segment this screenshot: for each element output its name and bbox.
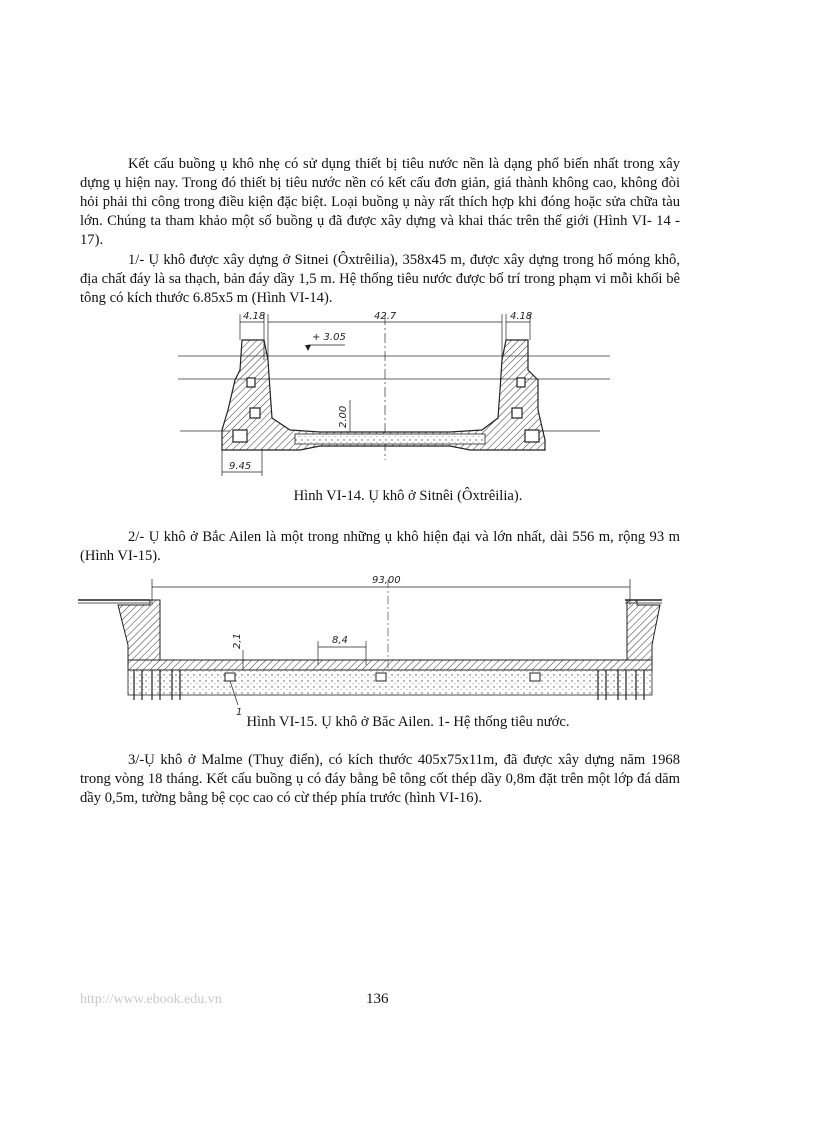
figure-vi-14-drawing bbox=[0, 300, 816, 485]
figure-vi-14-caption: Hình VI-14. Ụ khô ở Sitnêi (Ôxtrêilia). bbox=[293, 488, 523, 504]
gallery-right-2 bbox=[512, 408, 522, 418]
dim-spacing: 8,4 bbox=[332, 635, 348, 646]
dim-floor: 2.00 bbox=[338, 405, 349, 428]
dim-base: 9.45 bbox=[229, 461, 252, 472]
dock-section bbox=[222, 340, 545, 450]
figure-vi-15-drawing bbox=[0, 565, 816, 718]
dim-left-top: 4.18 bbox=[243, 311, 266, 322]
dim-thickness: 2,1 bbox=[232, 633, 243, 649]
floor-slab-15 bbox=[128, 660, 652, 670]
paragraph-bac-ailen: 2/- Ụ khô ở Bắc Ailen là một trong những ụ khô hiện đại và lớn nhất, dài 556 m, rộng 93 m (Hình VI-15). bbox=[80, 529, 680, 564]
paragraph-intro: Kết cấu buồng ụ khô nhẹ có sử dụng thiết bị tiêu nước nền là dạng phổ biến nhất trong xây dựng ụ hiện nay. Trong đó thiết bị tiêu nước nền có kết cấu đơn giản, giá thành không cao, không đòi hỏi phải thi công trong điều kiện đặc biệt. Loại buồng ụ này rất thích hợp khi đóng hoặc sửa chữa tàu lớn. Chúng ta tham khảo một số buồng ụ đã được xây dựng và khai thác trên thế giới (Hình VI- 14 - 17). bbox=[80, 156, 680, 248]
drain-2 bbox=[376, 673, 386, 681]
dim-dock-width: 42.7 bbox=[374, 311, 397, 322]
foundation-layer bbox=[128, 670, 652, 695]
gallery-right-3 bbox=[517, 378, 525, 387]
dim-right-top: 4.18 bbox=[510, 311, 533, 322]
label-drain: 1 bbox=[236, 707, 243, 718]
gallery-left-1 bbox=[233, 430, 247, 442]
paragraph-sitnei: 1/- Ụ khô được xây dựng ở Sitnei (Ôxtrêilia), 358x45 m, được xây dựng trong hố móng khô, địa chất đáy là sa thạch, bản đáy dầy 1,5 m. Hệ thống tiêu nước được bố trí trong phạm vi mỗi khối bê tông có kích thước 6.85x5 m (Hình VI-14). bbox=[80, 252, 680, 306]
drain-1 bbox=[225, 673, 235, 681]
drain-3 bbox=[530, 673, 540, 681]
dim-dock-width-15: 93,00 bbox=[372, 575, 401, 586]
page-number: 136 bbox=[366, 991, 389, 1007]
dim-level: + 3.05 bbox=[312, 332, 346, 343]
figure-vi-15-caption: Hình VI-15. Ụ khô ở Băc Ailen. 1- Hệ thống tiêu nước. bbox=[246, 714, 570, 730]
gallery-left-3 bbox=[247, 378, 255, 387]
paragraph-malme: 3/-Ụ khô ở Malme (Thuỵ điển), có kích thước 405x75x11m, đã được xây dựng năm 1968 trong vòng 18 tháng. Kết cấu buồng ụ có đáy bằng bê tông cốt thép dầy 0,8m đặt trên một lớp đá dăm dầy 0,5m, tường bằng bệ cọc cao có cừ thép phía trước (hình VI-16). bbox=[80, 752, 680, 806]
footer-url[interactable]: http://www.ebook.edu.vn bbox=[80, 992, 222, 1007]
gallery-right-1 bbox=[525, 430, 539, 442]
gallery-left-2 bbox=[250, 408, 260, 418]
